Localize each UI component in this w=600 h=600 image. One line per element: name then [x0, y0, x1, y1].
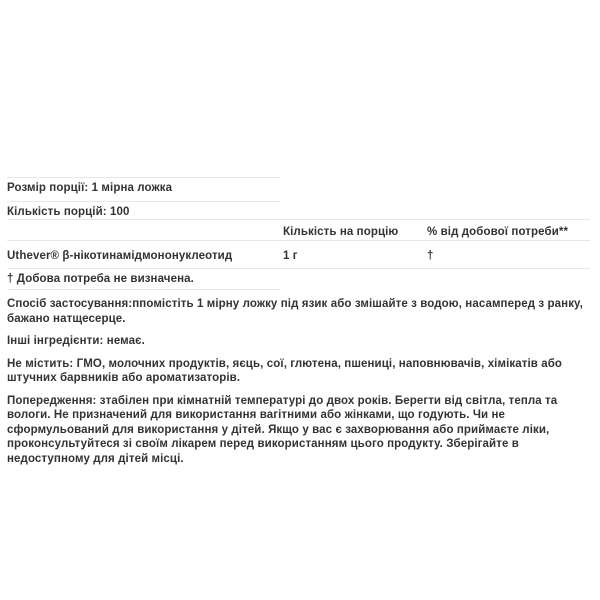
header-spacer-cell [7, 226, 283, 238]
ingredient-name: Uthever® β-нікотинамідмононуклеотид [7, 250, 233, 262]
servings-count-text: Кількість порцій: 100 [7, 206, 130, 218]
ingredient-amount: 1 г [283, 250, 298, 262]
serving-size-row [7, 178, 590, 201]
other-ingredients-paragraph: Інші інгредієнти: немає. [7, 335, 145, 347]
divider-table-bottom [7, 289, 280, 290]
supplement-facts-label [7, 0, 590, 474]
usage-paragraph: Спосіб застосування:ппомістіть 1 мірну ложку під язик або змішайте з водою, насамперед з ранку, бажано натщесерце. [7, 298, 583, 325]
serving-size-text: Розмір порції: 1 мірна ложка [7, 182, 173, 194]
warnings-paragraph: Попередження: зтабілен при кімнатній температурі до двох років. Берегти від світла, тепла та вологи. Не призначений для використання вагітними або жінками, що годують. Чи не сформульований для використання у дітей. Якщо у вас є захворювання або приймаєте ліки, проконсультуйтеся зі своїм лікарем перед використанням цього продукту. Зберігайте в недоступному для дітей місці. [7, 394, 558, 465]
footnote-text: † Добова потреба не визначена. [7, 273, 194, 285]
servings-count-row [7, 202, 590, 219]
amount-per-serving-header: Кількість на порцію [283, 226, 399, 238]
ingredient-daily-value: † [427, 250, 434, 262]
ingredient-row [7, 241, 590, 268]
table-header-row [7, 220, 590, 240]
daily-value-header: % від добової потреби** [427, 226, 569, 238]
free-of-paragraph: Не містить: ГМО, молочних продуктів, яєць, сої, глютена, пшениці, наповнювачів, хімікатів або штучних барвників або ароматизаторів. [7, 357, 563, 384]
footnote-row [7, 269, 590, 289]
